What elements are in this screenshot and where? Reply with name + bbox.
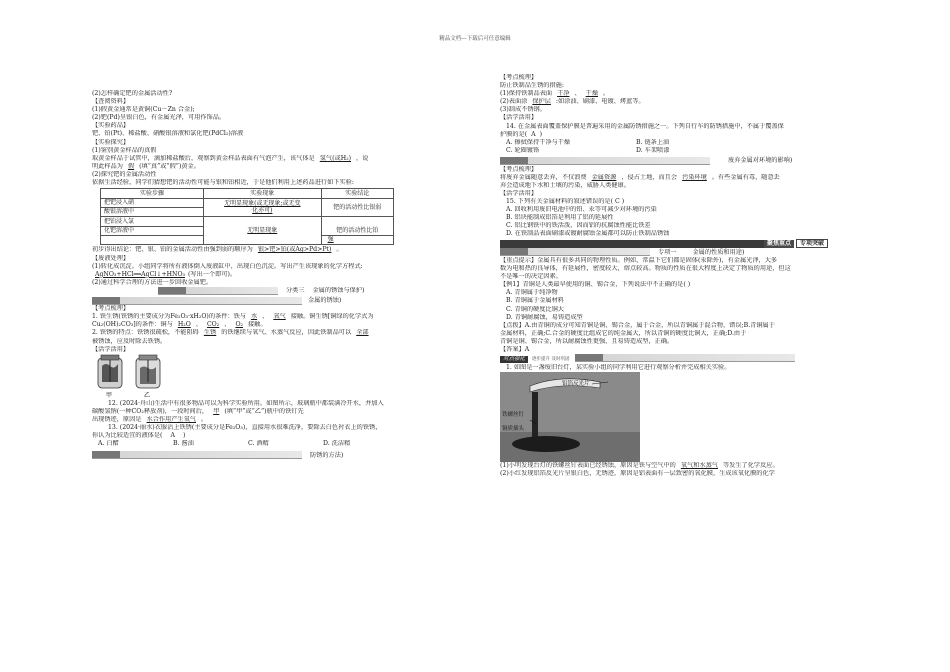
answer: 水 [250, 313, 258, 321]
text: 分类三 [285, 287, 305, 295]
text: 2. 铁锈的特点：铁锈很疏松，不能阻碍 [92, 329, 199, 337]
answer: H₂O [177, 321, 191, 329]
text-line: 【点拨】A.由青铜的成分可知青铜是铜、锡合金，属于合金，所以青铜属于混合物，错误;B.青铜属于 [500, 321, 775, 329]
text: (2)表面涂 [500, 98, 528, 106]
table-cell [101, 236, 204, 245]
text-line [500, 131, 858, 139]
section-heading: 【活学活用】 [92, 345, 130, 353]
text: 取黄金样品于试管中，滴加稀盐酸后，观察到黄金样品表面有气泡产生，该气体是 [92, 154, 315, 162]
label-plug: 铜质插头 [502, 425, 525, 432]
table-cell [204, 217, 322, 245]
table-row [101, 198, 394, 207]
focus-banner [500, 239, 858, 248]
text-line: 金属材料，正确;C.合金的硬度比组成它的纯金属大，所以青铜的硬度比铜大，正确;D.由于 [500, 329, 747, 337]
text: ，侵占土地，而且会 [621, 173, 678, 181]
text-line: 14. 在金属表面覆盖保护膜是普遍采用的金属防锈措施之一。下列自行车的防锈措施中，不属于覆盖保 [506, 122, 784, 130]
table-header: 实验结论 [321, 189, 393, 198]
text-line [92, 246, 484, 254]
option: D. 洗洁精 [323, 440, 351, 448]
lamp-illustration [500, 372, 640, 462]
text: (1)小明发现台灯的铁螺丝钉表面已经锈蚀，原因是铁与空气中的 [500, 461, 676, 469]
option: B. 链条上油 [636, 138, 670, 146]
option: A. 白醋 [98, 440, 119, 448]
option: C. 铝比钢铁中的铁活泼，因而铝的抗腐蚀性能比铁差 [506, 222, 651, 230]
practice-tag: 对点强化 [500, 356, 528, 363]
text: (填“甲”或“乙”)瓶中的铁钉先 [224, 407, 304, 415]
answer: 氧气 [273, 313, 286, 321]
answer: 无明显现象 [247, 227, 278, 235]
experiment-table [100, 188, 394, 245]
banner-bar [92, 451, 302, 459]
focus-tag: 聚焦重点 [764, 240, 794, 248]
subsection-banner [92, 448, 484, 460]
text-line: 钯、铂(Pt)、稀盐酸、硝酸银溶液和氯化钯(PdCl₂)溶液 [92, 130, 244, 138]
section-heading: 【查阅资料】 [92, 98, 130, 106]
page-header: 精品文档---下载后可任意编辑 [439, 36, 511, 42]
section-heading: 【考点梳理】 [500, 165, 538, 173]
answer-line: 【答案】A [500, 346, 530, 353]
text-line: (1)假黄金通常是黄铜(Cu－Zn 合金); [92, 106, 195, 114]
table-header: 实验现象 [204, 189, 322, 198]
answer: 干净 [557, 90, 570, 98]
option: A. 青铜属于纯净物 [506, 289, 558, 297]
text-line: 13. (2024·丽水)衣服沾上铁锈(主要成分是Fe₂O₃)，直接用水很难洗净。要除去白色衬衣上的铁锈， [108, 423, 382, 431]
text: 接触。铜生锈[铜绿的化学式为 [290, 313, 374, 321]
text: 。 [603, 90, 610, 98]
left-column [92, 90, 484, 460]
table-header: 实验步骤 [101, 189, 204, 198]
option: A. 回收利用废旧电池中的铅、汞等可减少对环境的污染 [506, 206, 657, 213]
text-line: (2)探究钯的金属活动性 [92, 170, 157, 178]
table-cell: 把钯浸入硝 [101, 198, 204, 207]
answer: 银>钯>铂(或Ag>Pd>Pt) [257, 246, 332, 254]
answer: 干燥 [585, 90, 599, 98]
text-line [500, 462, 858, 470]
text-line: 【重点提示】金属具有很多共同的物理性质。例如，常温下它们都是固体(汞除外)，有金属光泽，大多 [500, 256, 778, 264]
text-line: 不是唯一的决定因素。 [500, 273, 562, 281]
category-banner [500, 248, 858, 257]
text: 专项一 [657, 248, 677, 256]
text: 接触。 [248, 321, 267, 329]
text: 废弃金属对环境的影响) [727, 157, 793, 165]
text-line: 15. 下列有关金属材料的叙述错误的是( C ) [506, 197, 625, 205]
text: ) [539, 130, 543, 138]
option: D. 在铁制品表面刷漆或镀耐腐蚀金属都可以防止铁制品锈蚀 [506, 230, 670, 238]
answer: AgNO₃+HCl══AgCl↓+HNO₃ [95, 270, 186, 278]
answer: 化亦可) [252, 207, 273, 215]
text-line [500, 98, 858, 106]
table-cell: 钯的活动性比铂 [321, 217, 393, 236]
answer: 污染环境 [682, 173, 707, 181]
practice-subtitle: 逐步提升 及时巩固 [532, 356, 570, 362]
text-line [92, 329, 484, 337]
answer: 全部 [356, 329, 369, 337]
table-cell [204, 198, 322, 217]
option: C. 轮圈镀铬 [506, 146, 540, 154]
jar-b [136, 355, 160, 388]
section-heading: 【废液处理】 [92, 254, 130, 262]
table-cell [321, 236, 393, 245]
jar-figure [92, 354, 484, 400]
jar-a [98, 355, 122, 388]
banner-bar [500, 248, 650, 256]
text: ) [182, 432, 186, 440]
table-cell: 化钯溶液中 [101, 226, 204, 235]
text-line: 青铜是铜、锡合金，所以耐腐蚀性更强，且易铸造成型，正确。 [500, 337, 674, 345]
option: B. 铝块能制成铝箔是利用了铝的延展性 [506, 214, 614, 222]
options-line [500, 139, 858, 147]
option: B. 青铜属于金属材料 [506, 297, 564, 305]
text-line: (2)怎样确定钯的金属活动性? [92, 90, 173, 97]
option: D. 青铜耐腐蚀，易铸造成型 [506, 313, 583, 321]
text: 金属的锈蚀与保护) [312, 287, 365, 295]
text-line: (1)鉴别黄金样品的真假 [92, 146, 157, 154]
answer: 无明显现象(或无现象;或无变 [224, 199, 301, 207]
answer: 假 [127, 162, 135, 170]
text-line [92, 432, 484, 440]
text: (写出一个即可)。 [188, 270, 237, 278]
text-line: 防止铁制品生锈的措施: [500, 82, 564, 90]
option: C. 青铜的硬度比铜大 [506, 305, 564, 313]
subsection-banner [92, 296, 484, 306]
text: ，说 [356, 154, 369, 162]
jar-b-label: 乙 [144, 391, 151, 399]
option: C. 酒精 [248, 440, 269, 448]
text: 。 [336, 246, 343, 254]
text: 出现锈迹，原因是 [92, 415, 142, 423]
answer: 氧气和水蒸气 [680, 461, 718, 469]
answer: A [531, 130, 536, 138]
text: 将废弃金属随意丢弃，不仅浪费 [500, 173, 587, 181]
answer: O₂ [235, 321, 243, 329]
text: 。有些金属有毒，随意丢 [711, 173, 780, 181]
options-line [500, 147, 858, 155]
section-heading: 【实验药品】 [92, 122, 130, 130]
text-line: 【例1】青铜是人类最早使用的铜、锡合金，下列说法中不正确的是( ) [500, 281, 691, 289]
text: 1. 铁生锈(铁锈的主要成分为Fe₂O₃·xH₂O)的条件：铁与 [92, 313, 246, 321]
text: 。 [201, 415, 208, 423]
answer: 生锈 [203, 329, 217, 337]
text: 你认为比较适宜的液体是( [92, 432, 163, 440]
text-line: Cu₂(OH)₂CO₃]的条件：铜与 H₂O 、 CO₂ 、 O₂ 接触。 [92, 321, 267, 329]
table-row [101, 217, 394, 226]
text-line [92, 271, 484, 279]
text: 金属的锈蚀) [307, 297, 342, 305]
text-line: (2)小红发现铝箔反光片呈银白色，无锈迹，原因是铝表面有一层致密的氧化膜，生成该氧化膜的化学 [500, 469, 775, 477]
section-heading: 【活学活用】 [500, 114, 538, 122]
text-line: 数为电和热的良导体，有延展性，密度较大，熔点较高。物质的性质在很大程度上决定了物质的用途，但这 [500, 265, 791, 273]
answer: CO₂ [206, 321, 220, 329]
banner-bar [500, 240, 764, 248]
text-line: 1. 如图是一盏废旧台灯，某实验小组的同学利用它进行观察分析并完成相关实验。 [506, 363, 731, 371]
text: 防锈的方法) [309, 451, 344, 459]
banner-bar [575, 354, 795, 362]
section-heading: 【活学活用】 [500, 189, 538, 197]
answer: 金属资源 [591, 173, 617, 181]
text: :如涂油、刷漆、电镀、烤蓝等。 [555, 98, 645, 106]
text-line [92, 313, 484, 321]
text: (1)保持铁制品表面 [500, 90, 553, 98]
text-line: (1)保持铁制品表面 干净 、 干燥 。 [500, 90, 610, 98]
banner-bar [158, 287, 278, 295]
text: 、 [262, 313, 269, 321]
banner-bar [92, 297, 302, 305]
answer: 氢气(或H₂) [319, 154, 352, 162]
answer: 强 [327, 236, 334, 244]
text: (填“真”或“假”)黄金。 [139, 162, 200, 170]
text: 护膜的是( [500, 130, 528, 138]
text-line [92, 163, 484, 171]
text-line: 12. (2024·舟山)生活中有很多物品可以为科学实验所用。如图所示，玻璃瓶中都装满冷开水，并加入 [108, 399, 384, 407]
text-line: (1)转化成沉淀。小组同学将所有液体倒入废液缸中，出现白色沉淀。写出产生该现象的化学方程式: [92, 262, 363, 270]
text-line [92, 155, 484, 163]
subsection-banner [500, 155, 858, 166]
text-line: (2)钯(Pd)呈银白色，有金属光泽，可用作饰品。 [92, 114, 226, 122]
text: 等发生了化学反应。 [722, 461, 779, 469]
option: A. 擦拭保持干净与干燥 [506, 138, 571, 146]
text-line [500, 174, 858, 182]
text-line: 弃会造成地下水和土壤的污染，威胁人类健康。 [500, 181, 630, 189]
jars-illustration [92, 354, 172, 400]
text-line: (2)通过科学合理的方法进一步回收金属钯。 [92, 278, 213, 286]
table-cell: 把铂浸入氯 [101, 217, 204, 226]
text: 的铁继续与氧气、水蒸气反应，因此铁制品可以 [221, 329, 352, 337]
text-line [92, 416, 484, 424]
section-heading: 【实验探究】 [92, 138, 130, 146]
lamp-figure [500, 372, 858, 462]
option: B. 酱油 [173, 440, 194, 448]
answer: 保护层 [532, 98, 551, 106]
text-line [92, 408, 484, 416]
text: 碳酸氢钠(一种CO₂释放剂)，一段时间后， [92, 407, 209, 415]
right-column [500, 74, 858, 478]
table-cell: 钯的活动性比银弱 [321, 198, 393, 217]
text-line: 被锈蚀，应及时除去铁锈。 [92, 337, 167, 345]
practice-banner [500, 354, 858, 364]
table-header-row [101, 189, 394, 198]
category-banner [92, 287, 484, 296]
jar-a-label: 甲 [106, 391, 113, 399]
option: D. 车架喷漆 [636, 146, 670, 154]
text-line: 依据生活经验，同学们猜想钯的活动性可能与银和铂相近，于是他们利用上述药品进行如下实验: [92, 179, 354, 187]
table-cell: 酸银溶液中 [101, 207, 204, 216]
answer: A [170, 432, 175, 440]
text: 初步得出结论：钯、银、铂的金属活动性由强到弱的顺序为 [92, 246, 253, 254]
label-reflector: 铝箔反光片 [562, 380, 590, 387]
label-screw: 铁螺丝钉 [502, 411, 525, 418]
options-line [92, 440, 484, 448]
answer: 甲 [213, 407, 220, 415]
text: 明此样品为 [92, 162, 123, 170]
text: Cu₂(OH)₂CO₃]的条件：铜与 [92, 321, 173, 329]
banner-bar [500, 157, 710, 165]
answer: 水合作用产生氧气 [146, 415, 196, 423]
text: 金属的性质和用途) [692, 248, 745, 256]
section-heading: 【考点梳理】 [500, 74, 538, 81]
section-heading: 【考点梳理】 [92, 305, 130, 313]
text-line: (3)制成不锈钢。 [500, 106, 546, 114]
special-tag: 专项突破 [796, 239, 828, 248]
